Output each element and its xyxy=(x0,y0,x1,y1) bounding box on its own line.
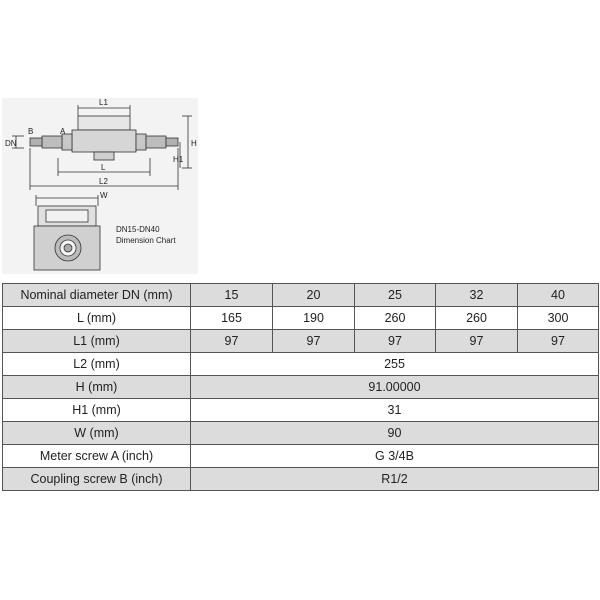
row-label: W (mm) xyxy=(3,422,191,445)
table-row-nominal-diameter xyxy=(3,284,599,307)
table-row-coupling-screw xyxy=(3,468,599,491)
caption-line1: DN15-DN40 xyxy=(116,225,160,234)
label-l2: L2 xyxy=(99,177,108,186)
table-row-l1 xyxy=(3,330,599,353)
label-dn: DN xyxy=(5,139,17,148)
table-cell-merged: 90 xyxy=(191,422,599,445)
table-cell: 260 xyxy=(355,307,436,330)
row-label: L2 (mm) xyxy=(3,353,191,376)
table-cell: 40 xyxy=(518,284,599,307)
front-view xyxy=(34,195,100,270)
row-label: Coupling screw B (inch) xyxy=(3,468,191,491)
dimension-drawing xyxy=(2,98,198,274)
table-row-w xyxy=(3,422,599,445)
table-cell: 25 xyxy=(355,284,436,307)
table-row-h xyxy=(3,376,599,399)
table-row-l2 xyxy=(3,353,599,376)
table-cell: 97 xyxy=(191,330,273,353)
table-cell: 97 xyxy=(436,330,518,353)
row-label: Meter screw A (inch) xyxy=(3,445,191,468)
table-row-meter-screw xyxy=(3,445,599,468)
table-cell: 97 xyxy=(273,330,355,353)
label-l: L xyxy=(101,163,106,172)
dimension-table xyxy=(2,283,599,491)
row-label: H (mm) xyxy=(3,376,191,399)
table-cell: 300 xyxy=(518,307,599,330)
label-h: H xyxy=(191,139,197,148)
caption-line2: Dimension Chart xyxy=(116,236,176,245)
table-cell: 32 xyxy=(436,284,518,307)
row-label: Nominal diameter DN (mm) xyxy=(3,284,191,307)
table-cell: 20 xyxy=(273,284,355,307)
table-cell-merged: R1/2 xyxy=(191,468,599,491)
table-row-l xyxy=(3,307,599,330)
dimension-drawing-svg xyxy=(2,98,198,274)
table-cell: 260 xyxy=(436,307,518,330)
label-b: B xyxy=(28,127,34,136)
table-row-h1 xyxy=(3,399,599,422)
row-label: L1 (mm) xyxy=(3,330,191,353)
table-cell-merged: 255 xyxy=(191,353,599,376)
row-label: L (mm) xyxy=(3,307,191,330)
table-cell-merged: 31 xyxy=(191,399,599,422)
table-cell: 190 xyxy=(273,307,355,330)
label-w: W xyxy=(100,191,108,200)
table-cell-merged: 91.00000 xyxy=(191,376,599,399)
label-h1: H1 xyxy=(173,155,184,164)
label-l1: L1 xyxy=(99,98,108,107)
table-cell: 165 xyxy=(191,307,273,330)
label-a: A xyxy=(60,127,66,136)
table-cell: 15 xyxy=(191,284,273,307)
table-cell: 97 xyxy=(355,330,436,353)
table-cell-merged: G 3/4B xyxy=(191,445,599,468)
table-cell: 97 xyxy=(518,330,599,353)
row-label: H1 (mm) xyxy=(3,399,191,422)
